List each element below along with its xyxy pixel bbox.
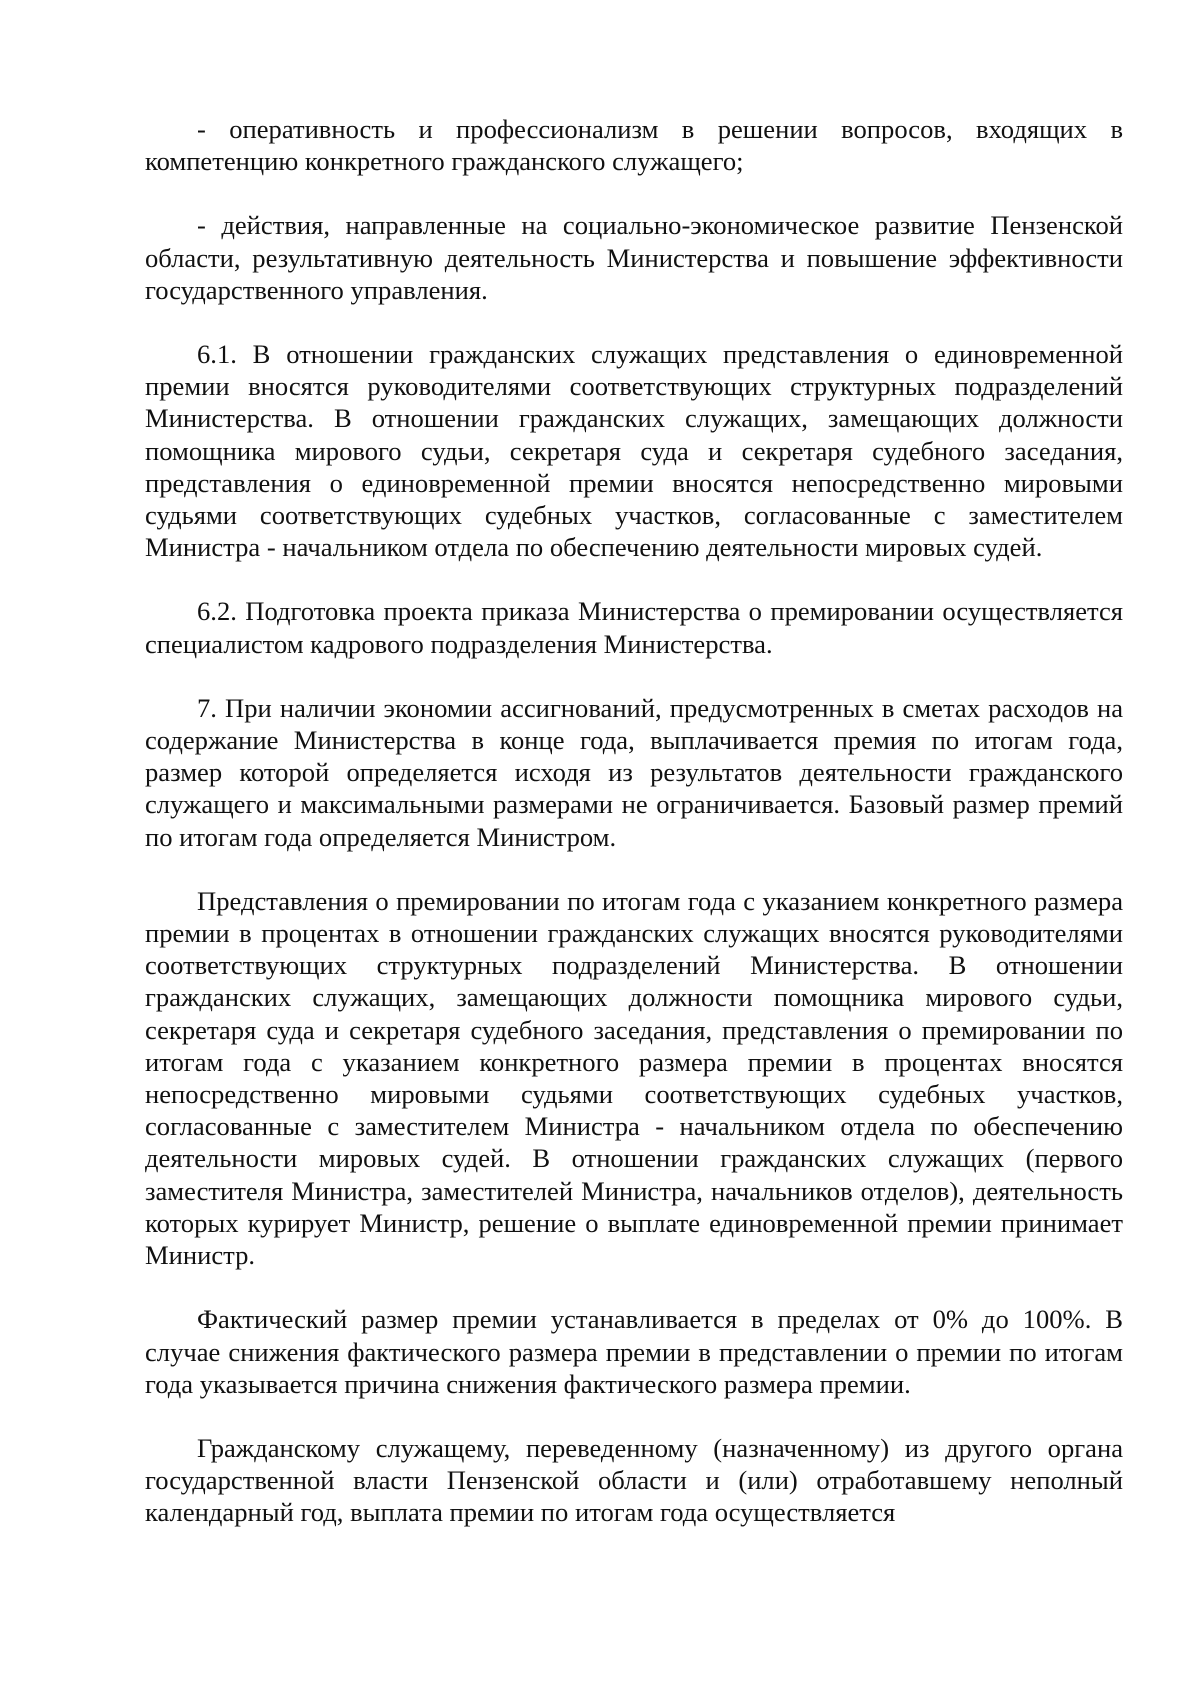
paragraph-section-7: 7. При наличии экономии ассигнований, предусмотренных в сметах расходов на содержание Министерства в конце года, выплачивается премия по итогам года, размер которой определяется исходя из результатов деятельности гражданского служащего и максимальными размерами не ограничивается. Базовый размер премий по итогам года определяется Министром. <box>145 692 1123 852</box>
paragraph-bullet-development: - действия, направленные на социально-экономическое развитие Пензенской области, результативную деятельность Министерства и повышение эффективности государственного управления. <box>145 210 1123 305</box>
paragraph-section-6-2: 6.2. Подготовка проекта приказа Министерства о премировании осуществляется специалистом кадрового подразделения Министерства. <box>145 596 1123 659</box>
paragraph-bullet-efficiency: - оперативность и профессионализм в решении вопросов, входящих в компетенцию конкретного гражданского служащего; <box>145 114 1123 177</box>
paragraph-transferred-employee: Гражданскому служащему, переведенному (назначенному) из другого органа государственной власти Пензенской области и (или) отработавшему неполный календарный год, выплата премии по итогам года осуществляется <box>145 1432 1123 1528</box>
paragraph-annual-bonus-submissions: Представления о премировании по итогам года с указанием конкретного размера премии в процентах в отношении гражданских служащих вносятся руководителями соответствующих структурных подразделений Министерства. В отношении гражданских служащих, замещающих должности помощника мирового судьи, секретаря суда и секретаря судебного заседания, представления о премировании по итогам года с указанием конкретного размера премии в процентах вносятся непосредственно мировыми судьями соответствующих судебных участков, согласованные с заместителем Министра - начальником отдела по обеспечению деятельности мировых судей. В отношении гражданских служащих (первого заместителя Министра, заместителей Министра, начальников отделов), деятельность которых курирует Министр, решение о выплате единовременной премии принимает Министр. <box>145 885 1123 1271</box>
paragraph-section-6-1: 6.1. В отношении гражданских служащих представления о единовременной премии вносятся руководителями соответствующих структурных подразделений Министерства. В отношении гражданских служащих, замещающих должности помощника мирового судьи, секретаря суда и секретаря судебного заседания, представления о единовременной премии вносятся непосредственно мировыми судьями соответствующих судебных участков, согласованные с заместителем Министра - начальником отдела по обеспечению деятельности мировых судей. <box>145 339 1123 563</box>
paragraph-actual-bonus-size: Фактический размер премии устанавливается в пределах от 0% до 100%. В случае снижения фактического размера премии в представлении о премии по итогам года указывается причина снижения фактического размера премии. <box>145 1304 1123 1399</box>
document-body <box>145 113 1123 1529</box>
